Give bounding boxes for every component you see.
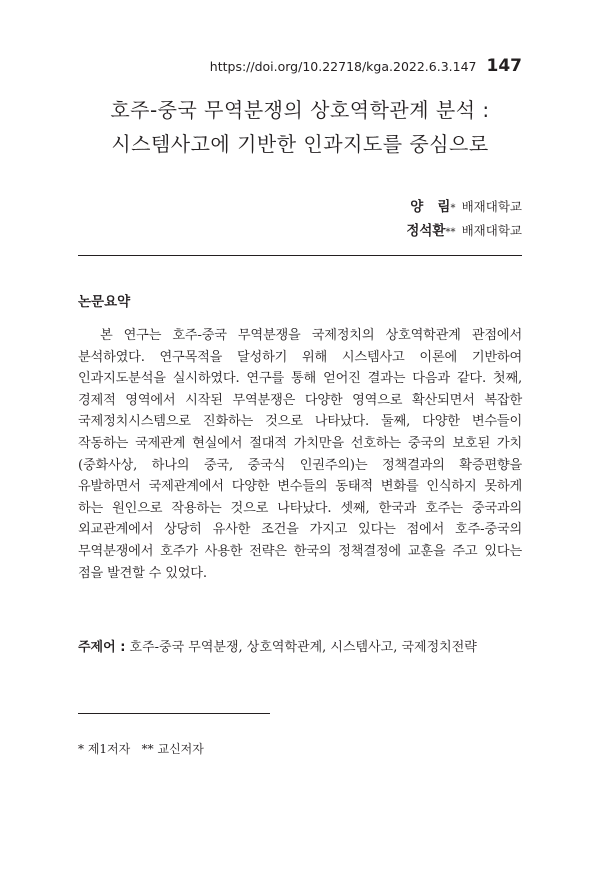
abstract-body: 본 연구는 호주-중국 무역분쟁을 국제정치의 상호역학관계 관점에서 분석하였다. 연구목적을 달성하기 위해 시스템사고 이론에 기반하여 인과지도분석을 실시하였다. 연구를 통해 얻어진 결과는 다음과 같다. 첫째, 경제적 영역에서 시작된 무역분쟁은 다양한 영역으로 확산되면서 복잡한 국제정치시스템으로 진화하는 것으로 나타났다. 둘째, 다양한 변수들이 작동하는 국제관계 현실에서 절대적 가치만을 선호하는 중국의 보호된 가치(중화사상, 하나의 중국, 중국식 인권주의)는 정책결과의 확증편향을 유발하면서 국제관계에서 다양한 변수들의 동태적 변화를 인식하지 못하게 하는 원인으로 작용하는 것으로 나타났다. 셋째, 한국과 호주는 중국과의 외교관계에서 상당히 유사한 조건을 가지고 있다는 점에서 호주-중국의 무역분쟁에서 호주가 사용한 전략은 한국의 정책결정에 교훈을 주고 있다는 점을 발견할 수 있었다. [78, 328, 522, 581]
abstract-heading: 논문요약 [78, 294, 131, 310]
doi-link[interactable]: https://doi.org/10.22718/kga.2022.6.3.147 [209, 59, 477, 74]
author-affiliation: 배재대학교 [461, 199, 522, 214]
footnote: * 제1저자 ** 교신저자 [78, 742, 204, 756]
author-name: 양 림 [410, 199, 451, 215]
author-affiliation: 배재대학교 [461, 223, 522, 238]
author-2 [406, 220, 522, 244]
title-line-2: 시스템사고에 기반한 인과지도를 중심으로 [111, 132, 489, 156]
keywords-label: 주제어 : [78, 640, 126, 655]
section-divider [78, 255, 522, 256]
author-name: 정석환 [406, 223, 446, 239]
footnote-divider [78, 713, 270, 714]
keywords-text: 호주-중국 무역분쟁, 상호역학관계, 시스템사고, 국제정치전략 [129, 640, 477, 655]
keywords-line [78, 636, 522, 655]
author-block [406, 196, 522, 244]
title-line-1: 호주-중국 무역분쟁의 상호역학관계 분석 : [110, 98, 490, 122]
page-number: 147 [486, 56, 522, 76]
author-mark: ** [445, 227, 456, 238]
page-header [210, 56, 522, 76]
author-1 [406, 196, 522, 220]
author-mark: * [450, 203, 456, 214]
